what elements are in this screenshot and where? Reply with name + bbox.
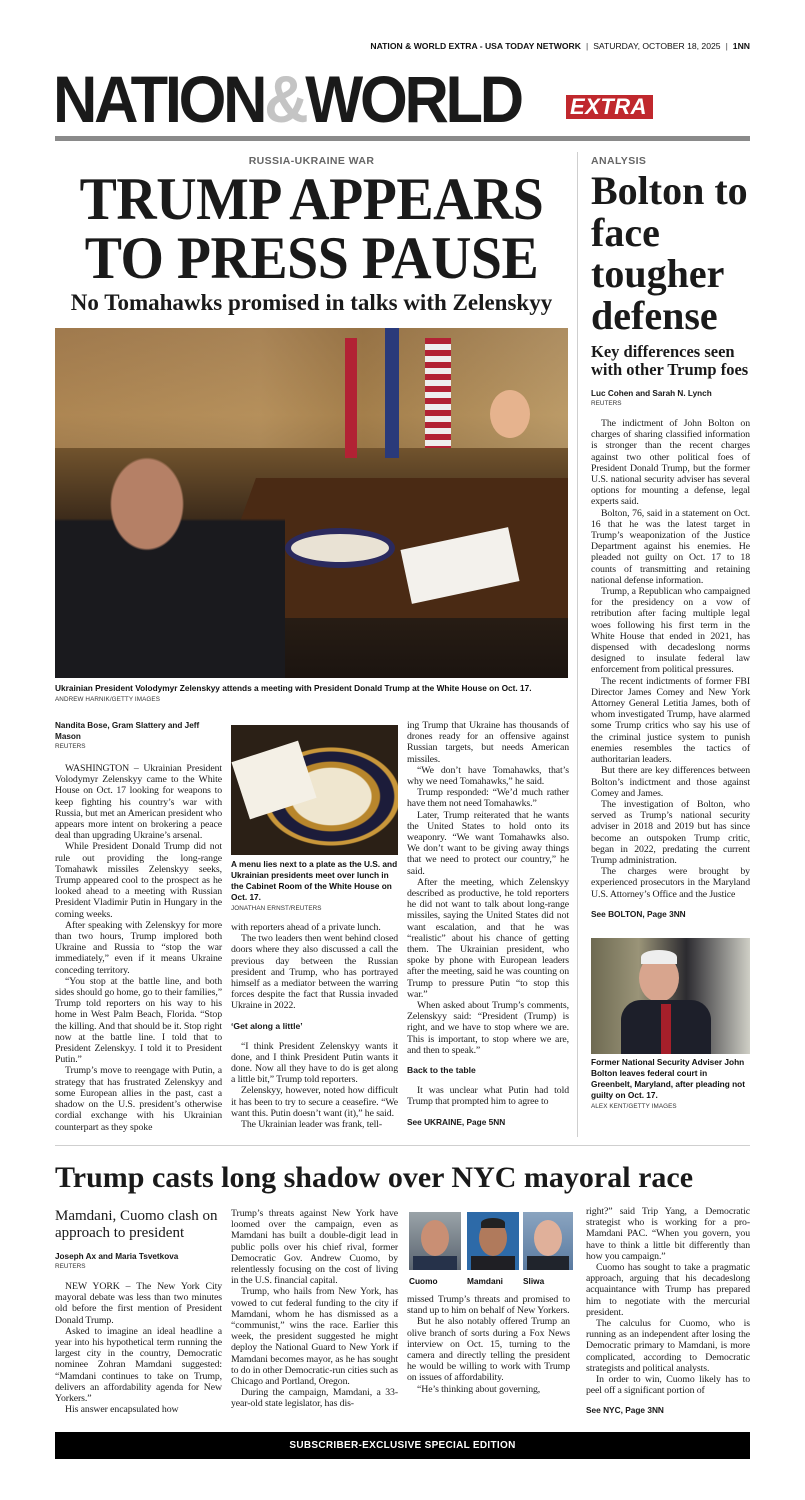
analysis-column (591, 388, 750, 1110)
nyc-byline: Joseph Ax and Maria Tsvetkova (55, 1252, 179, 1261)
section-subhead: Back to the table (407, 1065, 476, 1076)
main-column-2 (231, 725, 398, 1130)
sliwa-photo (523, 1212, 573, 1270)
main-kicker: RUSSIA-UKRAINE WAR (248, 155, 375, 167)
analysis-byline: Luc Cohen and Sarah N. Lynch (591, 389, 712, 398)
paragraph: Trump, who hails from New York, has vowed to cut federal funding to the city if Mamdani, whom he has dismissed as a “communist,” wins the race. Earlier this week, the president suggested he might deploy the National Guard to New York if Mamdani becomes mayor, as he has sought to do in other Democratic-run cities such as Chicago and Portland, Oregon. (231, 1286, 398, 1388)
paragraph: WASHINGTON – Ukrainian President Volodymyr Zelenskyy came to the White House on Oct. 17 looking for weapons to keep fighting his country’s war with Russia, but met an American president who appears more intent on brokering a peace deal than upgrading Ukraine’s arsenal. (55, 763, 222, 842)
paragraph: The recent indictments of former FBI Director James Comey and New York Attorney General Letitia James, both of whom investigated Trump, have alarmed some Trump critics who say his use of the criminal justice system to punish enemies resembles the tactics of authoritarian leaders. (591, 675, 750, 766)
paragraph: with reporters ahead of a private lunch. (231, 922, 381, 933)
nyc-subhead: Mamdani, Cuomo clash on approach to president (55, 1208, 218, 1241)
analysis-subhead: Key differences seen with other Trump foes (591, 342, 749, 379)
main-subhead: No Tomahawks promised in talks with Zelenskyy (70, 290, 553, 315)
nyc-column-4 (586, 1206, 750, 1416)
nyc-column-2 (231, 1208, 398, 1410)
section-subhead: ‘Get along a little’ (231, 1020, 303, 1031)
masthead-extra-badge: EXTRA (566, 95, 653, 119)
subscriber-banner: SUBSCRIBER-EXCLUSIVE SPECIAL EDITION (55, 1432, 750, 1459)
candidate-photos (407, 1210, 570, 1294)
edition-line: NATION & WORLD EXTRA - USA TODAY NETWORK | SATURDAY, OCTOBER 18, 2025 | 1NN (370, 41, 750, 51)
paragraph: Later, Trump reiterated that he wants the United States to hold onto its weaponry. “We want Tomahawks also. We don’t want to be giving away things that we need to protect our country,” he said. (407, 809, 569, 877)
candidate-label: Sliwa (523, 1276, 545, 1286)
page-number: 1NN (732, 41, 750, 51)
paragraph: NEW YORK – The New York City mayoral debate was less than two minutes old before the first mention of President Donald Trump. (55, 1281, 222, 1326)
paragraph: The indictment of John Bolton on charges of sharing classified information is stronger than the recent charges against two other political foes of President Donald Trump, but the former U.S. national security adviser has several options for mounting a defense, legal experts said. (591, 418, 750, 508)
nyc-column-1 (55, 1208, 222, 1415)
main-column-1 (55, 720, 222, 1133)
paragraph: In order to win, Cuomo likely has to peel off a significant portion of (586, 1374, 750, 1397)
paragraph: His answer encapsulated how (65, 1404, 179, 1416)
paragraph: The charges were brought by experienced prosecutors in the Maryland U.S. Attorney’s Office and the Justice (591, 866, 750, 900)
nyc-column-3 (407, 1210, 570, 1395)
main-byline: Nandita Bose, Gram Slattery and Jeff Mason (55, 721, 200, 741)
bolton-photo-caption-block (591, 1057, 750, 1110)
candidate-label: Mamdani (467, 1276, 503, 1286)
paragraph: Trump’s move to reengage with Putin, a strategy that has frustrated Zelenskyy and some European allies in the past, cast a shadow on the U.S. president’s otherwise cordial exchange with his Ukrainian counterpart as they spoke (55, 1065, 222, 1133)
paragraph: The Ukrainian leader was frank, tell- (241, 1119, 383, 1131)
masthead-nation: NATION (53, 62, 265, 136)
paragraph: During the campaign, Mamdani, a 33-year-old state legislator, has dis- (231, 1387, 398, 1410)
paragraph: After speaking with Zelenskyy for more than two hours, Trump implored both Ukraine and Russia to “stop the war immediately,” even if it means Ukraine conceding territory. (55, 919, 222, 976)
headline-line: TRUMP APPEARS (79, 166, 544, 232)
headline-line: TO PRESS PAUSE (84, 225, 539, 291)
jump-link-nyc[interactable]: See NYC, Page 3NN (586, 1405, 750, 1416)
mamdani-photo (467, 1212, 519, 1270)
inset-photo-credit: JONATHAN ERNST/REUTERS (231, 905, 322, 912)
bolton-photo-caption: Former National Security Adviser John Bolton leaves federal court in Greenbelt, Maryland, after pleading not guilty on Oct. 17. (591, 1056, 745, 1100)
jump-link-bolton[interactable]: See BOLTON, Page 3NN (591, 909, 750, 920)
bolton-photo (591, 938, 750, 1054)
paragraph: The two leaders then went behind closed doors where they also discussed a call the previous day between the Russian president and Trump, who has portrayed himself as a mediator between the warring forces despite the fact that Russia invaded Ukraine in 2022. (231, 933, 398, 1012)
paragraph: Bolton, 76, said in a statement on Oct. 16 that he was the latest target in Trump’s weaponization of the Justice Department against his enemies. He pleaded not guilty on Oct. 17 to 18 counts of transmitting and retaining national defense information. (591, 507, 750, 586)
analysis-headline: Bolton to face tougher defense (591, 168, 748, 338)
inset-photo-caption: A menu lies next to a plate as the U.S. and Ukrainian presidents meet over lunch in the Cabinet Room of the White House on Oct. 17. (231, 859, 398, 902)
paragraph: After the meeting, which Zelenskyy described as productive, he told reporters he did not want to talk about long-range missiles, saying the United States did not want escalation, and that he was “realistic” about his chance of getting them. The Ukrainian president, who spoke by phone with European leaders after the meeting, said he was counting on Trump to pressure Putin “to stop this war.” (407, 876, 569, 1000)
paragraph: Zelenskyy, however, noted how difficult it has been to try to secure a ceasefire. “We want this. Putin doesn’t want (it),” he said. (231, 1085, 398, 1119)
bolton-photo-credit: ALEX KENT/GETTY IMAGES (591, 1102, 677, 1110)
paragraph: “He’s thinking about governing, (417, 1383, 541, 1395)
paragraph: Cuomo has sought to take a pragmatic approach, arguing that his decadeslong acquaintance with Trump has prepared him to negotiate with the mercurial president. (586, 1262, 750, 1318)
paragraph: Trump responded: “We’d much rather have them not need Tomahawks.” (407, 787, 569, 810)
paragraph: But there are key differences between Bolton’s indictment and those against Comey and James. (591, 765, 750, 799)
paragraph: missed Trump’s threats and promised to stand up to him on behalf of New Yorkers. (407, 1294, 570, 1317)
main-photo-caption-block (55, 683, 575, 703)
paragraph: “You stop at the battle line, and both sides should go home, go to their families,” Trump told reporters on his way to his home in West Palm Beach, Florida. “Stop the killing. And that should be it. Stop right now at the battle line. I told that to President Zelenskyy. I told it to President Putin.” (55, 975, 222, 1066)
paragraph: right?” said Trip Yang, a Democratic strategist who is working for a pro-Mamdani PAC. “When you govern, you have to think a little bit differently than how you campaign.” (586, 1206, 750, 1262)
main-photo-caption: Ukrainian President Volodymyr Zelenskyy attends a meeting with President Donald Trump at the White House on Oct. 17. (55, 683, 532, 693)
paragraph: Asked to imagine an ideal headline a year into his hypothetical term running the largest city in the country, Democratic nominee Zohran Mamdani suggested: “Mamdani continues to take on Trump, delivers an affordability agenda for New Yorkers.” (55, 1325, 222, 1405)
main-photo-credit: ANDREW HARNIK/GETTY IMAGES (55, 696, 160, 703)
main-headline (73, 166, 550, 291)
analysis-agency: REUTERS (591, 400, 622, 407)
paragraph: Trump, a Republican who campaigned for the presidency on a vow of retribution after facing multiple legal woes following his first term in the White House that ended in 2021, has dispensed with decadeslong norms designed to insulate federal law enforcement from political pressures. (591, 586, 750, 676)
masthead-rule (55, 136, 750, 141)
inset-photo-plate (231, 725, 398, 855)
paragraph: “We don’t have Tomahawks, that’s why we need Tomahawks,” he said. (407, 764, 569, 788)
analysis-kicker: ANALYSIS (591, 155, 647, 167)
candidate-label: Cuomo (409, 1276, 438, 1286)
section-rule (55, 1145, 750, 1146)
paragraph: While President Donald Trump did not rule out providing the long-range Tomahawk missiles Zelenskyy seeks, Trump appeared cool to the prospect as he looked ahead to a meeting with Russian President Vladimir Putin in Hungary in the coming weeks. (55, 841, 222, 920)
nyc-agency: REUTERS (55, 1263, 86, 1270)
main-photo (55, 328, 568, 678)
edition-date: SATURDAY, OCTOBER 18, 2025 (593, 41, 721, 51)
masthead (53, 62, 521, 136)
nyc-headline: Trump casts long shadow over NYC mayoral race (55, 1161, 694, 1194)
paragraph: The investigation of Bolton, who served as Trump’s national security adviser in 2018 and 2019 but has since become an outspoken Trump critic, began in 2022, predating the current Trump administration. (591, 798, 750, 866)
paragraph: ing Trump that Ukraine has thousands of drones ready for an offensive against Russian targets, but needs American missiles. (407, 720, 569, 765)
jump-link-ukraine[interactable]: See UKRAINE, Page 5NN (407, 1117, 569, 1128)
paragraph: When asked about Trump’s comments, Zelenskyy said: “President (Trump) is right, and we have to stop where we are. This is important, to stop where we are, and then to speak.” (407, 1000, 569, 1056)
paragraph: It was unclear what Putin had told Trump that prompted him to agree to (407, 1085, 569, 1108)
masthead-ampersand: & (264, 62, 306, 136)
main-column-3 (407, 720, 569, 1128)
paragraph: Trump’s threats against New York have loomed over the campaign, even as Mamdani has built a double-digit lead in public polls over his chief rival, former Democratic Gov. Andrew Cuomo, by relentlessly focusing on the cost of living in the U.S. financial capital. (231, 1208, 398, 1287)
paragraph: The calculus for Cuomo, who is running as an independent after losing the Democratic primary to Mamdani, is more complicated, according to Democratic strategists and political analysts. (586, 1318, 750, 1374)
main-agency: REUTERS (55, 743, 86, 750)
paragraph: “I think President Zelenskyy wants it done, and I think President Putin wants it done. Now all they have to do is get along a little bit,” Trump told reporters. (231, 1040, 398, 1086)
section-network: NATION & WORLD EXTRA - USA TODAY NETWORK (370, 41, 581, 51)
paragraph: But he also notably offered Trump an olive branch of sorts during a Fox News interview on Oct. 15, turning to the camera and directly telling the president he would be willing to work with Trump on issues of affordability. (407, 1316, 570, 1384)
masthead-world: WORLD (305, 62, 521, 136)
cuomo-photo (409, 1212, 461, 1270)
column-divider (577, 152, 578, 1137)
